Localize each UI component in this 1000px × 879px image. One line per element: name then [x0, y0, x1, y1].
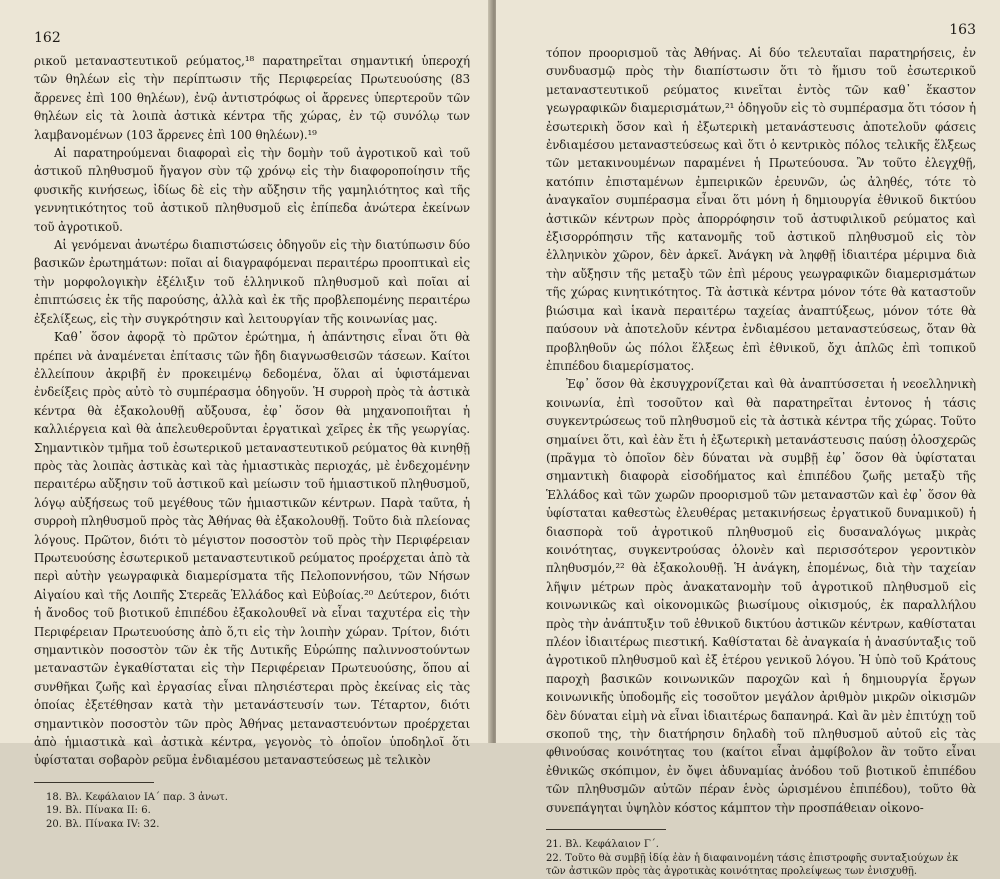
footnote-19: 19. Βλ. Πίνακα ΙΙ: 6. — [46, 805, 151, 817]
right-body-text — [546, 44, 976, 817]
left-paragraph-1: ρικοῦ μεταναστευτικοῦ ρεύματος,¹⁸ παρατηρεῖται σημαντική ὑπεροχή τῶν θηλέων εἰς τὴν περίπτωσιν τῆς Περιφερείας Πρωτευούσης (83 ἄρρενες ἐπὶ 100 θηλέων), ἐνῷ ἀντιστρόφως οἱ ἄρρενες ὑπερτεροῦν τῶν θηλέων εἰς τὰ λοιπὰ ἀστικὰ κέντρα τῆς χώρας, ἐν τῷ συνόλῳ των λαμβανομένων (103 ἄρρενες ἐπὶ 100 θηλέων).¹⁹ — [34, 54, 470, 142]
footnote-divider-left — [34, 782, 154, 783]
left-paragraph-4: Καθ᾽ ὅσον ἀφορᾷ τὸ πρῶτον ἐρώτημα, ἡ ἀπάντησις εἶναι ὅτι θὰ πρέπει νὰ ἀναμένεται ἐπίτασις τῶν ἤδη διαγνωσθεισῶν τάσεων. Καίτοι ἐλλείπουν ἀκριβῆ ἐν προκειμένῳ δεδομένα, ὅλαι αἱ ὑφιστάμεναι ἐνδείξεις πρὸς αὐτὸ τὸ συμπέρασμα ὁδηγοῦν. Ἡ συρροὴ πρὸς τὰ ἀστικὰ κέντρα θὰ ἐξακολουθῇ αὔξουσα, ἐφ᾽ ὅσον θὰ μηχανοποιῆται ἡ καλλιέργεια καὶ θὰ ἀπελευθεροῦνται ἐργατικαὶ χεῖρες ἐκ τῆς γεωργίας. Σημαντικὸν τμῆμα τοῦ ἐσωτερικοῦ μεταναστευτικοῦ ρεύματος θὰ κινηθῇ πρὸς τὰς λοιπὰς ἀστικὰς καὶ τὰς ἡμιαστικὰς περιοχάς, μὲ ἐνδεχομένην περαιτέρω αὔξησιν τοῦ ἀστικοῦ καὶ μείωσιν τοῦ ἡμιαστικοῦ πληθυσμοῦ, λόγῳ αὐξήσεως τοῦ μεγέθους τῶν ἡμιαστικῶν κέντρων. Παρὰ ταῦτα, ἡ συρροὴ πληθυσμοῦ πρὸς τὰς Ἀθήνας θὰ ἐξακολουθῇ. Τοῦτο διὰ πλείονας λόγους. Πρῶτον, διότι τὸ μέγιστον ποσοστὸν τοῦ πρὸς τὴν Περιφέρειαν Πρωτευούσης ἐσωτερικοῦ μεταναστευτικοῦ ρεύματος προέρχεται ἀπὸ τὰ περὶ αὐτὴν γεωγραφικὰ διαμερίσματα τῆς Πελοποννήσου, τῶν Νήσων Αἰγαίου καὶ τῆς Λοιπῆς Στερεᾶς Ἑλλάδος καὶ Εὐβοίας.²⁰ Δεύτερον, διότι ἡ ἄνοδος τοῦ βιοτικοῦ ἐπιπέδου ἐξακολουθεῖ νὰ εἶναι ταχυτέρα εἰς τὴν Περιφέρειαν Πρωτευούσης ἀπὸ ὅ,τι εἰς τὴν λοιπὴν χώραν. Τρίτον, διότι σημαντικὸν ποσοστὸν τῶν ἐκ τῆς Δυτικῆς Εὐρώπης παλιννοστούντων μεταναστῶν ἐγκαθίσταται εἰς τὴν Περιφέρειαν Πρωτευούσης, ὅπου αἱ συνθῆκαι ζωῆς καὶ ἐργασίας εἶναι πλησιέστεραι πρὸς ἐκείνας εἰς τὰς ὁποίας ἐξετέθησαν κατὰ τὴν μετανάστευσίν των. Τέταρτον, διότι σημαντικὸν ποσοστὸν τῶν πρὸς Ἀθήνας μεταναστευόντων προέρχεται ἀπὸ ἡμιαστικὰ καὶ ἀστικὰ κέντρα, γεγονὸς τὸ ὁποῖον ὑποδηλοῖ ὅτι ὑφίσταται σοβαρὸν ρεῦμα ἐνδιαμέσου μεταναστεύσεως μὲ τελικὸν — [34, 330, 470, 768]
footnote-20: 20. Βλ. Πίνακα IV: 32. — [46, 818, 160, 830]
left-paragraph-2: Αἱ παρατηρούμεναι διαφοραὶ εἰς τὴν δομὴν τοῦ ἀγροτικοῦ καὶ τοῦ ἀστικοῦ πληθυσμοῦ ἤγαγον σὺν τῷ χρόνῳ εἰς τὴν διαφοροποίησιν τῆς φυσικῆς κινήσεως, ἰδίως δὲ εἰς τὴν αὔξησιν τῆς γαμηλιότητος καὶ τῆς γεννητικότητος τοῦ ἀστικοῦ πληθυσμοῦ εἰς ἐπίπεδα ἀνώτερα ἐκείνων τοῦ ἀγροτικοῦ. — [34, 146, 470, 234]
right-page — [496, 0, 1000, 878]
footnotes-right — [546, 838, 976, 879]
footnote-divider-right — [546, 829, 666, 830]
left-paragraph-3: Αἱ γενόμεναι ἀνωτέρω διαπιστώσεις ὁδηγοῦν εἰς τὴν διατύπωσιν δύο βασικῶν ἐρωτημάτων: ποῖαι αἱ διαγραφόμεναι περαιτέρω προοπτικαὶ εἰς τὴν μορφολογικὴν ἐξέλιξιν τοῦ ἑλληνικοῦ πληθυσμοῦ καὶ ποῖαι αἱ ἐπιπτώσεις ἐκ τῆς παρούσης, ἀλλὰ καὶ ἐκ τῆς προβλεπομένης περαιτέρω ἐξελίξεως, εἰς τὴν συγκρότησιν καὶ λειτουργίαν τῆς κοινωνίας μας. — [34, 238, 470, 326]
page-number-left: 162 — [34, 30, 61, 46]
right-paragraph-2: Ἐφ᾽ ὅσον θὰ ἐκσυγχρονίζεται καὶ θὰ ἀναπτύσσεται ἡ νεοελληνικὴ κοινωνία, ἐπὶ τοσοῦτον καὶ θὰ παρατηρεῖται ἐντονος ἡ τάσις συγκεντρώσεως τοῦ πληθυσμοῦ εἰς τὰ ἀστικὰ κέντρα τῆς χώρας. Τοῦτο σημαίνει ὅτι, καὶ ἐὰν ἔτι ἡ ἐξωτερικὴ μετανάστευσις παύσῃ ὁλοσχερῶς (πρᾶγμα τὸ ὁποῖον δὲν δύναται νὰ συμβῇ ἐφ᾽ ὅσον θὰ ὑφίσταται σημαντικὴ διαφορὰ εἰσοδήματος καὶ ἐπιπέδου ζωῆς μεταξὺ τῆς Ἑλλάδος καὶ τῶν χωρῶν προορισμοῦ τῶν μεταναστῶν καὶ ἐφ᾽ ὅσον θὰ ὑφίσταται καθεστὼς ἐλευθέρας μετακινήσεως ἐργατικοῦ δυναμικοῦ) ἡ διασπορὰ τοῦ ἀγροτικοῦ πληθυσμοῦ εἰς δυσαναλόγως μικρὰς κοινότητας, συγκεντρούσας ὁλονὲν καὶ περισσότερον γεροντικὸν πληθυσμόν,²² θὰ ἐξακολουθῇ. Ἡ ἀνάγκη, ἑπομένως, διὰ τὴν ταχείαν λῆψιν μέτρων πρὸς ἀνακατανομὴν τοῦ ἀγροτικοῦ πληθυσμοῦ εἰς κοινωνικῶς καὶ οἰκονομικῶς βιωσίμους οἰκισμούς, ἐκ παραλλήλου πρὸς τὴν ἀνάπτυξιν τοῦ ἐθνικοῦ δικτύου ἀστικῶν κέντρων, καθίσταται πλέον ἰδιαιτέρως πιεστική. Καθίσταται δὲ ἀναγκαία ἡ ἀνασύνταξις τοῦ ἀγροτικοῦ πληθυσμοῦ καὶ ἐξ ἑτέρου γενικοῦ λόγου. Ἡ ὑπὸ τοῦ Κράτους παροχὴ βασικῶν κοινωνικῶν παροχῶν καὶ ἡ δημιουργία ἔργων κοινωνικῆς ὑποδομῆς εἰς τοσοῦτον μεγάλον ἀριθμὸν μικρῶν οἰκισμῶν δὲν δύναται εἰμὴ νὰ εἶναι ἰδιαιτέρως δαπανηρά. Καὶ ἂν μὲν ἐπιτύχῃ τοῦ σκοποῦ της, τὴν διατήρησιν δηλαδὴ τοῦ πληθυσμοῦ αὐτοῦ εἰς τὰς φθινούσας κοινότητας του (καίτοι εἶναι ἀμφίβολον ἂν τοῦτο εἶναι ἐθνικῶς σκόπιμον, ἐν ὄψει ἀδυναμίας ἀνόδου τοῦ βιοτικοῦ ἐπιπέδου τῶν πληθυσμῶν αὐτῶν πέραν ἑνὸς ὡρισμένου ἐπιπέδου), τοῦτο θὰ συνεπάγηται ὑψηλὸν κόστος κάμπτον τὴν προσπάθειαν οἰκονο- — [546, 377, 976, 815]
footnote-22: 22. Τοῦτο θὰ συμβῇ ἰδίᾳ ἐὰν ἡ διαφαινομένη τάσις ἐπιστροφῆς συνταξιούχων ἐκ τῶν ἀστικῶν πρὸς τὰς ἀγροτικὰς κοινότητας προλείψεως των ἐνισχυθῇ. — [546, 852, 959, 878]
right-paragraph-1: τόπον προορισμοῦ τὰς Ἀθήνας. Αἱ δύο τελευταῖαι παρατηρήσεις, ἐν συνδυασμῷ πρὸς τὴν διαπίστωσιν ὅτι τὸ ἥμισυ τοῦ ἐσωτερικοῦ μεταναστευτικοῦ ρεύματος κινεῖται ἐντὸς τῶν καθ᾽ ἕκαστον γεωγραφικῶν διαμερισμάτων,²¹ ὁδηγοῦν εἰς τὸ συμπέρασμα ὅτι τόσον ἡ ἐσωτερικὴ ὅσον καὶ ἡ ἐξωτερικὴ μετανάστευσις ἀποτελοῦν φάσεις ἐνδιαμέσου μεταναστεύσεως καὶ ὅτι ὁ κεντρικὸς πόλος τελικῆς ἕλξεως τῶν μετακινουμένων παραμένει ἡ Πρωτεύουσα. Ἂν τοῦτο ἐλεγχθῇ, κατόπιν ἐπισταμένων ἐμπειρικῶν ἐρευνῶν, ὡς ἀληθές, τότε τὸ ἀναγκαῖον συμπέρασμα εἶναι ὅτι μόνη ἡ δημιουργία ἐθνικοῦ δικτύου ἀστικῶν κέντρων πρὸς ἀπορρόφησιν τοῦ ἀστυφιλικοῦ ρεύματος καὶ ἐξισορρόπησιν τῆς κατανομῆς τοῦ ἀστικοῦ πληθυσμοῦ εἰς τὸν ἑλληνικὸν χῶρον, δὲν ἀρκεῖ. Ἀνάγκη νὰ ληφθῇ ἰδιαιτέρα μέριμνα διὰ τὴν αὔξησιν τῆς μεταξὺ τῶν ἐπὶ μέρους γεωγραφικῶν διαμερισμάτων τῆς χώρας κινητικότητος. Τὰ ἀστικὰ κέντρα μόνον τότε θὰ καταστοῦν βιώσιμα καὶ ἱκανὰ περαιτέρω ταχείας ἀναπτύξεως, μόνον τότε θὰ παύσουν νὰ ἀποτελοῦν κέντρα ἐνδιαμέσου μεταναστεύσεως, ὅταν θὰ προβληθοῦν ὡς πόλοι ἕλξεως ἐπὶ ἐθνικοῦ, ὄχι ἁπλῶς ἐπὶ τοπικοῦ ἐπιπέδου διαμερίσματος. — [546, 46, 976, 373]
page-number-right: 163 — [949, 22, 976, 38]
footnote-21: 21. Βλ. Κεφάλαιον Γ´. — [546, 839, 659, 851]
left-page — [0, 0, 492, 830]
footnote-18: 18. Βλ. Κεφάλαιον ΙΑ´ παρ. 3 ἀνωτ. — [46, 791, 228, 803]
footnotes-left — [34, 791, 470, 832]
left-body-text — [34, 52, 470, 770]
